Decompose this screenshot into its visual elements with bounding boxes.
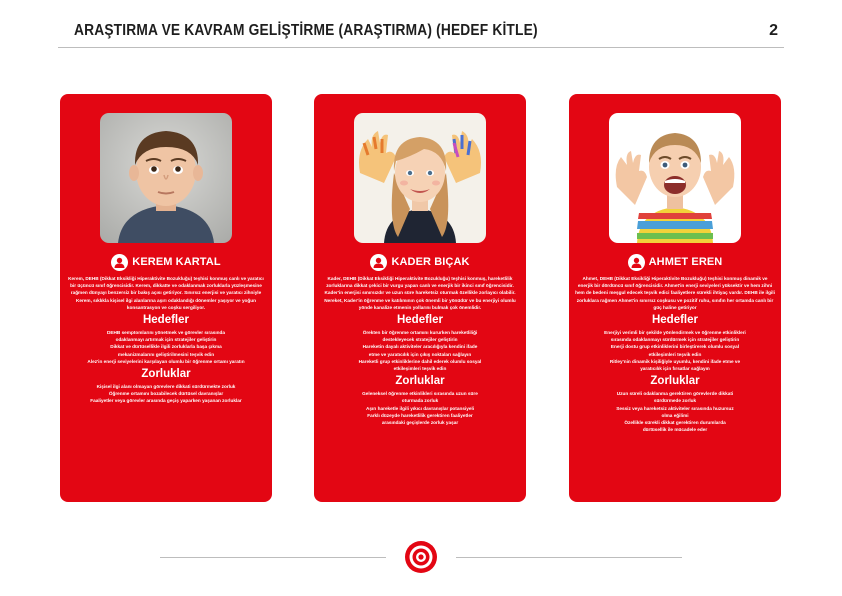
challenge-item: Faaliyetler veya görevler arasında geçiş yaparken yaşanan zorluklar xyxy=(90,398,242,404)
challenges-heading: Zorluklar xyxy=(141,368,191,381)
challenge-item: arasındaki geçişlerde zorluk yaşar xyxy=(381,420,459,426)
persona-name: AHMET EREN xyxy=(648,256,723,268)
boy-excited-portrait-image xyxy=(609,113,741,243)
challenge-item: Geleneksel öğrenme etkinlikleri sırasında uzun süre xyxy=(362,391,478,397)
goal-item: Ritley'nin dinamik kişiliğiyle uyumlu, kendini ifade etme ve xyxy=(609,358,741,364)
challenge-item: Sessiz veya hareketsiz aktiviteler sırasında huzursuz xyxy=(616,405,734,411)
challenge-item: oturmada zorluk xyxy=(401,398,439,404)
persona-content xyxy=(575,275,775,433)
footer-divider-left xyxy=(160,557,386,558)
goal-item: Enerjiyi verimli bir şekilde yönlendirmek ve öğrenme etkinlikleri xyxy=(604,330,746,336)
target-logo-icon xyxy=(404,540,438,574)
girl-portrait-image xyxy=(354,113,486,243)
persona-card-ahmet xyxy=(569,94,781,502)
challenges-heading: Zorluklar xyxy=(650,375,700,388)
persona-name-row xyxy=(569,251,781,273)
goal-item: Dikkat ve dürtüsellikle ilgili zorluklarla başa çıkma xyxy=(110,344,222,350)
goal-item: mekanizmalarını geliştirilmesini teşvik edin xyxy=(117,351,215,357)
goal-item: etkileşimleri teşvik edin xyxy=(393,366,447,372)
persona-name: KADER BIÇAK xyxy=(391,256,470,268)
persona-photo-kader xyxy=(354,113,486,243)
goal-item: Hareketli grup etkinliklerine dahil ederek olumlu sosyal xyxy=(358,358,482,364)
boy-portrait-image xyxy=(100,113,232,243)
challenge-item: Öğrenme ortamını bozabilecek dürtüsel davranışlar xyxy=(108,391,224,397)
persona-content xyxy=(320,275,520,426)
persona-name-row xyxy=(60,251,272,273)
person-icon xyxy=(370,254,387,271)
challenges-heading: Zorluklar xyxy=(395,375,445,388)
goals-heading: Hedefler xyxy=(651,314,699,327)
persona-content xyxy=(66,275,266,405)
person-icon xyxy=(628,254,645,271)
persona-photo-ahmet xyxy=(609,113,741,243)
person-icon xyxy=(111,254,128,271)
goal-item: DEHB semptomlarını yönetmek ve görevler sırasında xyxy=(106,330,225,336)
goal-item: Hareketin dayalı aktiviteler aracılığıyla kendini ifade xyxy=(362,344,478,350)
persona-name-row xyxy=(314,251,526,273)
goal-item: Enerji dostu grup etkinliklerini birleştirerek olumlu sosyal xyxy=(610,344,740,350)
persona-description: Kader, DEHB (Dikkat Eksikliği Hiperaktivite Bozukluğu) teşhisi konmuş, hareketlilik zorluklarına dikkat çekici bir vurgu yapan canlı ve enerjik bir ikinci sınıf öğrencisidir. Kader'in enerjisi sınırsızdır ve uzun süre hareketsiz oturmak özellikle zorlayıcı olabilir. Nereket, Kader'in öğrenme ve katılımının çok önemli bir yönüdür ve bu enerjiyi olumlu yönde kanalize etmenin yollarını bulmak çok önemlidir. xyxy=(324,276,516,310)
page-title: ARAŞTIRMA VE KAVRAM GELİŞTİRME (ARAŞTIRMA) (HEDEF KİTLE) xyxy=(74,22,538,39)
challenge-item: sürdürmede zorluk xyxy=(653,398,697,404)
persona-photo-kerem xyxy=(100,113,232,243)
challenge-item: olma eğilimi xyxy=(661,412,689,418)
page-number: 2 xyxy=(769,22,778,39)
goal-item: etme ve yaratıcılık için çıkış noktaları sağlayın xyxy=(368,351,472,357)
challenge-item: Aşırı hareketle ilgili yıkıcı davranışlar potansiyeli xyxy=(365,405,475,411)
goal-item: odaklanmayı artırmak için stratejiler geliştirin xyxy=(115,337,217,343)
persona-description: Kerem, DEHB (Dikkat Eksikliği Hiperaktivite Bozukluğu) teşhisi konmuş canlı ve yaratıcı bir üçüncü sınıf öğrencisidir. Kerem, dikkatte ve odaklanmak zorluklarla yüzleşmesine rağmen dünyayı benzersiz bir bakış açısı getiriyor. Sınırsız enerjisi ve yaratıcı zihniyle Kerem, sıklıkla kişisel ilgi alanlarına aşırı odaklandığı dönemler yaşıyor ve yoğun konsantrasyon ve coşku sergiliyor. xyxy=(68,276,264,310)
goal-item: Alez'in enerji seviyelerini karşılayan olumlu bir öğrenme ortamı yaratın xyxy=(87,358,245,364)
challenge-item: Özellikle sürekli dikkat gerektiren durumlarda xyxy=(624,420,726,426)
persona-name: KEREM KARTAL xyxy=(132,256,221,268)
persona-card-kerem xyxy=(60,94,272,502)
goal-item: sırasında odaklanmayı sürdürmek için stratejiler geliştirin xyxy=(610,337,740,343)
challenge-item: Uzun süreli odaklanma gerektiren görevlerde dikkati xyxy=(616,391,734,397)
goals-heading: Hedefler xyxy=(142,314,190,327)
goal-item: yaratıcılık için fırsatlar sağlayın xyxy=(640,366,710,372)
goal-item: Örekten bir öğrenme ortamını kururken hareketliliği xyxy=(362,330,478,336)
persona-description: Ahmet, DEHB (Dikkat Eksikliği Hiperaktivite Bozukluğu) teşhisi konmuş dinamik ve enerjik bir dördüncü sınıf öğrencisidir. Ahmet'in enerji seviyeleri yüksektir ve hem zihni hem de bedeni meşgul edecek teşvik edici faaliyetlere sürekli ihtiyaç vardır. DEHB ile ilgili zorluklara rağmen Ahmet'in sınırsız coşkusu ve pozitif ruhu, sınıfın her ortamda canlı bir güç haline getiriyor xyxy=(575,276,775,310)
page-header xyxy=(58,22,784,48)
footer-divider-right xyxy=(456,557,682,558)
goal-item: etkileşimleri teşvik edin xyxy=(648,351,702,357)
goals-heading: Hedefler xyxy=(396,314,444,327)
challenge-item: Farklı düzeyde hareketlilik gerektiren faaliyetler xyxy=(367,412,473,418)
challenge-item: dürtüsellik ile mücadele eder xyxy=(642,427,708,433)
challenge-item: Kişisel ilgi alanı olmayan görevlere dikkati sürdürmekte zorluk xyxy=(96,384,236,390)
persona-card-kader xyxy=(314,94,526,502)
goal-item: destekleyecek stratejiler geliştirin xyxy=(382,337,458,343)
